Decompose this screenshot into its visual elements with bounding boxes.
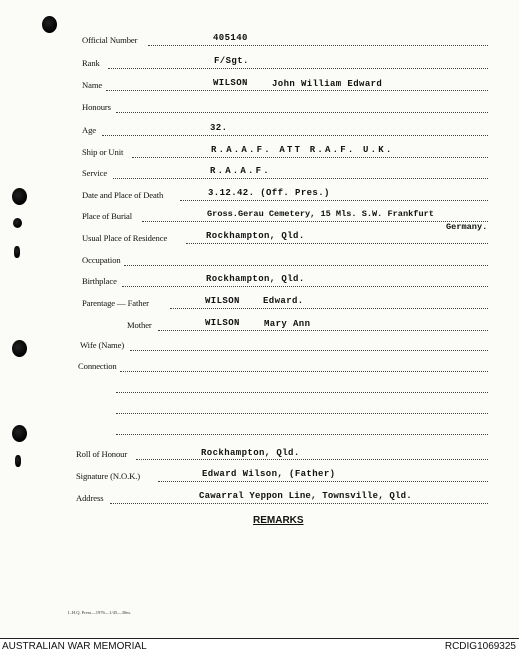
father-given-value: Edward. bbox=[263, 296, 304, 306]
wife-label: Wife (Name) bbox=[80, 340, 125, 350]
ship-or-unit-line bbox=[132, 157, 488, 158]
rank-label: Rank bbox=[82, 58, 100, 68]
place-of-burial-value-line2: Germany. bbox=[446, 222, 488, 232]
official-number-line bbox=[148, 45, 488, 46]
punch-hole-4 bbox=[12, 340, 27, 357]
connection-line-2 bbox=[116, 392, 488, 393]
rank-line bbox=[108, 68, 488, 69]
official-number-value: 405140 bbox=[213, 33, 248, 43]
honours-line bbox=[116, 112, 488, 113]
roll-of-honour-label: Roll of Honour bbox=[76, 449, 128, 459]
date-place-death-value: 3.12.42. (Off. Pres.) bbox=[208, 188, 330, 198]
remarks-heading: REMARKS bbox=[253, 515, 304, 526]
usual-residence-value: Rockhampton, Qld. bbox=[206, 231, 305, 241]
place-of-burial-value: Gross.Gerau Cemetery, 15 Mls. S.W. Frankfurt bbox=[207, 209, 434, 219]
signature-nok-line bbox=[158, 481, 488, 482]
birthplace-value: Rockhampton, Qld. bbox=[206, 274, 305, 284]
father-surname-value: WILSON bbox=[205, 296, 240, 306]
connection-line-1 bbox=[120, 371, 488, 372]
address-value: Cawarral Yeppon Line, Townsville, Qld. bbox=[199, 491, 412, 501]
service-line bbox=[113, 178, 488, 179]
printer-note: L.H.Q. Press—1976—1/45—30m. bbox=[68, 610, 131, 615]
archive-footer bbox=[0, 638, 519, 655]
age-value: 32. bbox=[210, 123, 228, 133]
place-of-burial-line bbox=[142, 221, 488, 222]
service-value: R.A.A.F. bbox=[210, 166, 271, 176]
connection-label: Connection bbox=[78, 361, 117, 371]
age-label: Age bbox=[82, 125, 97, 135]
punch-hole-6 bbox=[15, 455, 21, 467]
name-line bbox=[106, 90, 488, 91]
age-line bbox=[102, 135, 488, 136]
name-label: Name bbox=[82, 80, 103, 90]
punch-hole-1 bbox=[12, 188, 27, 205]
honours-label: Honours bbox=[82, 102, 111, 112]
punch-hole-top bbox=[42, 16, 57, 33]
address-label: Address bbox=[76, 493, 104, 503]
connection-line-4 bbox=[116, 434, 488, 435]
name-surname-value: WILSON bbox=[213, 78, 248, 88]
father-line bbox=[170, 308, 488, 309]
mother-line bbox=[158, 330, 488, 331]
punch-hole-3 bbox=[14, 246, 20, 258]
ship-or-unit-label: Ship or Unit bbox=[82, 147, 124, 157]
ship-or-unit-value: R.A.A.F. ATT R.A.F. U.K. bbox=[211, 145, 394, 155]
name-given-value: John William Edward bbox=[272, 79, 383, 89]
roll-of-honour-line bbox=[136, 459, 488, 460]
punch-hole-2 bbox=[13, 218, 22, 228]
footer-record-id: RCDIG1069325 bbox=[444, 641, 516, 652]
occupation-line bbox=[124, 265, 488, 266]
signature-nok-label: Signature (N.O.K.) bbox=[76, 471, 141, 481]
mother-label: Mother bbox=[127, 320, 152, 330]
footer-institution: AUSTRALIAN WAR MEMORIAL bbox=[2, 641, 147, 652]
occupation-label: Occupation bbox=[82, 255, 121, 265]
date-place-death-line bbox=[180, 200, 488, 201]
address-line bbox=[110, 503, 488, 504]
roll-of-honour-value: Rockhampton, Qld. bbox=[201, 448, 300, 458]
wife-line bbox=[130, 350, 488, 351]
punch-hole-5 bbox=[12, 425, 27, 442]
mother-given-value: Mary Ann bbox=[264, 319, 311, 329]
official-number-label: Official Number bbox=[82, 35, 138, 45]
date-place-death-label: Date and Place of Death bbox=[82, 190, 164, 200]
usual-residence-label: Usual Place of Residence bbox=[82, 233, 168, 243]
signature-nok-value: Edward Wilson, (Father) bbox=[202, 469, 336, 479]
place-of-burial-label: Place of Burial bbox=[82, 211, 133, 221]
father-label: Parentage — Father bbox=[82, 298, 149, 308]
birthplace-line bbox=[122, 286, 488, 287]
connection-line-3 bbox=[116, 413, 488, 414]
usual-residence-line bbox=[186, 243, 488, 244]
rank-value: F/Sgt. bbox=[214, 56, 249, 66]
mother-surname-value: WILSON bbox=[205, 318, 240, 328]
service-label: Service bbox=[82, 168, 108, 178]
birthplace-label: Birthplace bbox=[82, 276, 117, 286]
